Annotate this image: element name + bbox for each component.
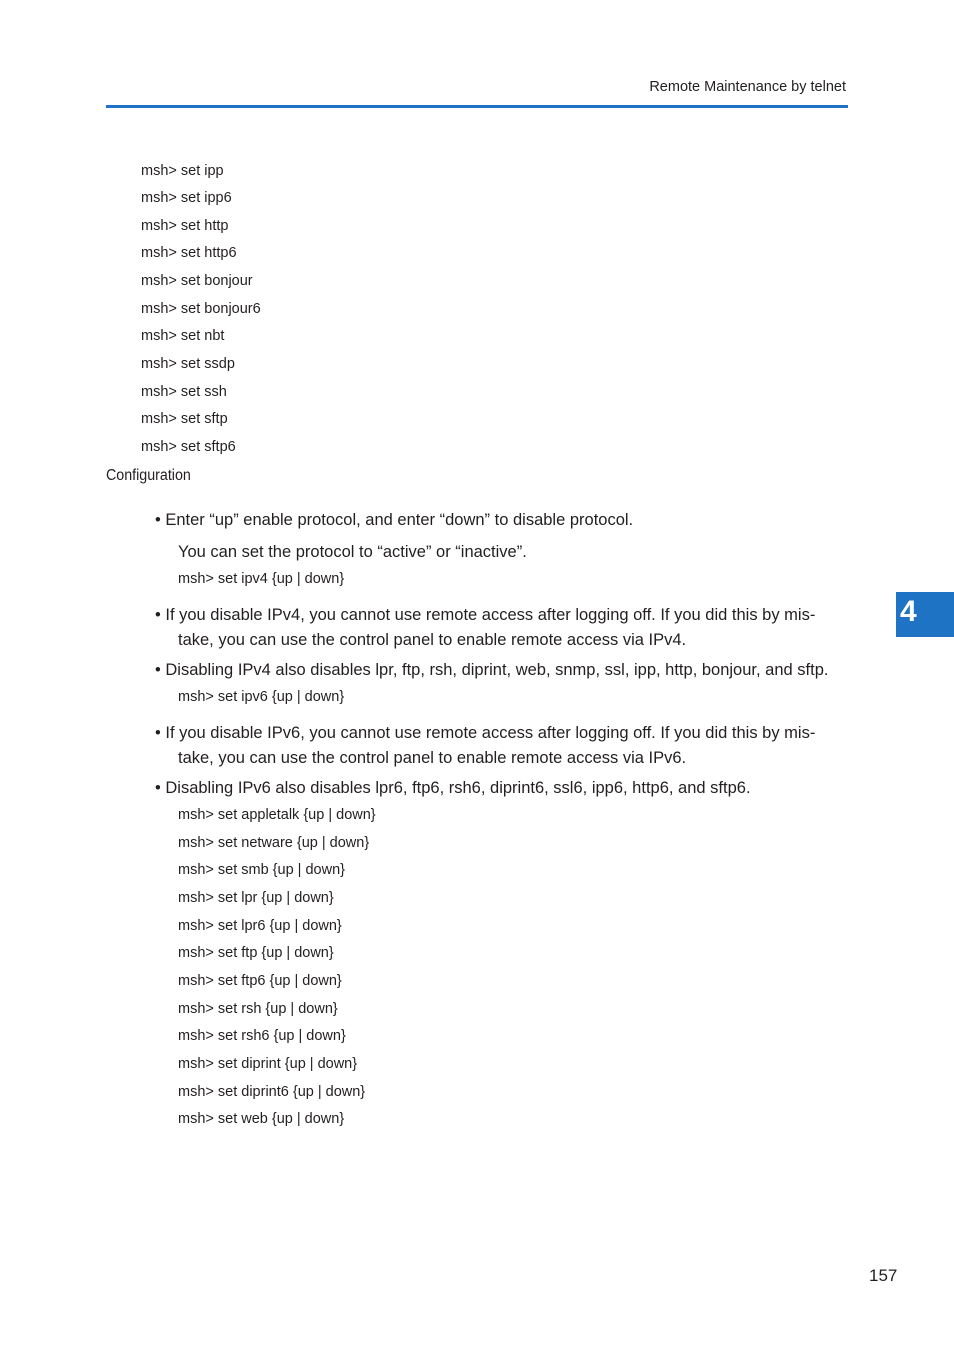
bullet-item: • If you disable IPv4, you cannot use remote access after logging off. If you did this by mis- bbox=[155, 606, 816, 624]
command-line: msh> set ipv4 {up | down} bbox=[178, 571, 345, 587]
command-line: msh> set ssdp bbox=[141, 356, 235, 372]
bullet-continuation: take, you can use the control panel to enable remote access via IPv6. bbox=[178, 749, 687, 767]
command-line: msh> set bonjour bbox=[141, 273, 253, 289]
header-divider bbox=[106, 105, 848, 108]
command-line: msh> set sftp bbox=[141, 411, 228, 427]
running-header: Remote Maintenance by telnet bbox=[649, 79, 846, 95]
bullet-item: • Enter “up” enable protocol, and enter “down” to disable protocol. bbox=[155, 511, 634, 529]
command-line: msh> set diprint6 {up | down} bbox=[178, 1084, 366, 1100]
command-line: msh> set web {up | down} bbox=[178, 1111, 345, 1127]
bullet-item: • If you disable IPv6, you cannot use remote access after logging off. If you did this by mis- bbox=[155, 724, 816, 742]
bullet-note: You can set the protocol to “active” or “inactive”. bbox=[178, 543, 527, 561]
chapter-tab: 4 bbox=[896, 592, 954, 637]
command-line: msh> set lpr6 {up | down} bbox=[178, 918, 342, 934]
command-line: msh> set ipp6 bbox=[141, 190, 232, 206]
command-line: msh> set ipv6 {up | down} bbox=[178, 689, 345, 705]
command-line: msh> set http6 bbox=[141, 245, 237, 261]
command-line: msh> set ipp bbox=[141, 163, 224, 179]
command-line: msh> set appletalk {up | down} bbox=[178, 807, 376, 823]
command-line: msh> set netware {up | down} bbox=[178, 835, 370, 851]
command-line: msh> set rsh {up | down} bbox=[178, 1001, 338, 1017]
bullet-item: • Disabling IPv6 also disables lpr6, ftp6, rsh6, diprint6, ssl6, ipp6, http6, and sftp6. bbox=[155, 779, 751, 797]
page-number: 157 bbox=[869, 1266, 898, 1285]
command-line: msh> set nbt bbox=[141, 328, 225, 344]
command-line: msh> set ftp {up | down} bbox=[178, 945, 334, 961]
bullet-continuation: take, you can use the control panel to enable remote access via IPv4. bbox=[178, 631, 687, 649]
command-line: msh> set sftp6 bbox=[141, 439, 236, 455]
command-line: msh> set lpr {up | down} bbox=[178, 890, 334, 906]
command-line: msh> set ssh bbox=[141, 384, 227, 400]
command-line: msh> set ftp6 {up | down} bbox=[178, 973, 342, 989]
command-line: msh> set rsh6 {up | down} bbox=[178, 1028, 346, 1044]
command-line: msh> set diprint {up | down} bbox=[178, 1056, 358, 1072]
command-line: msh> set http bbox=[141, 218, 229, 234]
command-line: msh> set bonjour6 bbox=[141, 301, 261, 317]
section-heading: Configuration bbox=[106, 467, 191, 484]
command-line: msh> set smb {up | down} bbox=[178, 862, 345, 878]
bullet-item: • Disabling IPv4 also disables lpr, ftp, rsh, diprint, web, snmp, ssl, ipp, http, bonjour, and sftp. bbox=[155, 661, 829, 679]
